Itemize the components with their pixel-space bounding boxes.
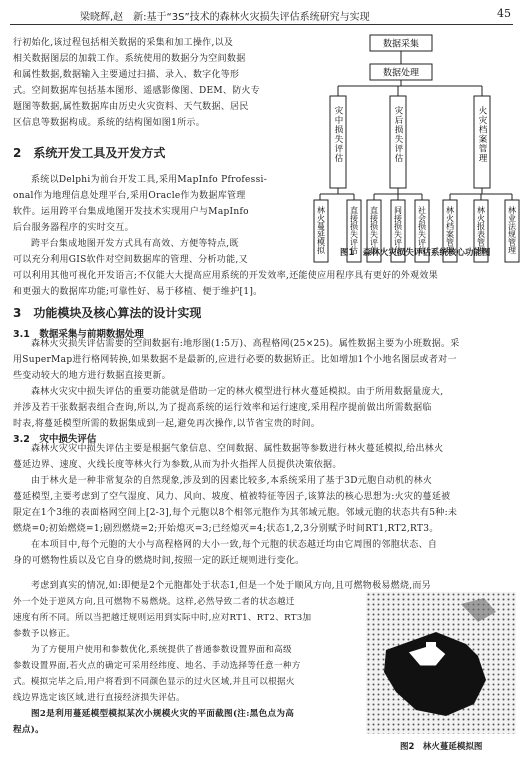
- text-line: 用SuperMap进行格网转换,如果数据不是最新的,应进行必要的数据矫正。比如增加1个小地名图层或者对一: [13, 355, 457, 365]
- text-line: 参数予以修正。: [13, 629, 76, 639]
- box-data-collection: 数据采集: [382, 39, 420, 50]
- page-number: 45: [497, 7, 511, 20]
- section-heading: 2 系统开发工具及开发方式: [13, 146, 166, 160]
- running-header: [10, 8, 513, 25]
- text-line: 和更强大的数据库功能;可靠性好、易于移植、便于维护[1]。: [13, 287, 263, 297]
- figure1-caption: 图1 森林火灾损失评估系统核心功能图: [340, 248, 491, 258]
- branch-post-fire: 灾后损失评估: [393, 106, 403, 163]
- text-line: 蔓延边界、速度、火线长度等林火行为参数,从而为扑火指挥人员提供决策依据。: [13, 460, 342, 470]
- figure2-simulation: [366, 592, 516, 734]
- text-line: 身的可燃物性质以及它自身的燃烧时间,按照一定的跃迁规则进行变化。: [13, 556, 305, 566]
- bottom-paragraph: [13, 594, 363, 738]
- text-line: 和属性数据,数据输入主要通过扫描、录入、数字化等形: [13, 70, 240, 80]
- text-line: 行初始化,该过程包括相关数据的采集和加工操作,以及: [13, 38, 234, 48]
- branch-archive: 火灾档案管理: [477, 106, 487, 163]
- s32-paragraph: [13, 441, 513, 569]
- leaf-2: 直接损失评估: [349, 206, 359, 254]
- text-line: 跨平台集成地图开发方式具有高效、方便等特点,既: [31, 239, 239, 249]
- figure2-caption: 图2 林火蔓延模拟图: [400, 742, 483, 752]
- text-line: 时表,将蔓延模型所需的数据集成到一起,避免再次操作,以节省宝贵的时间。: [13, 419, 321, 429]
- text-line: 后台服务器程序的实时交互。: [13, 223, 134, 233]
- text-line: 速度有所不同。所以当把越迁规则运用到实际中时,应对RT1、RT2、RT3加: [13, 613, 312, 623]
- branch-in-fire: 灾中损失评估: [333, 106, 343, 163]
- text-line: 区信息等数据构成。系统的结构图如图1所示。: [13, 118, 206, 128]
- text-line: 限定在1个3维的表面格网空间上[2-3],每个元胞以8个相邻元胞作为其邻域元胞。邻域元胞的状态共有5种:未: [13, 508, 458, 518]
- subsection-heading: 3.1 数据采集与前期数据处理: [13, 329, 144, 340]
- running-title: 梁晓辉,赵 新:基于“3S”技术的森林火灾损失评估系统研究与实现: [80, 12, 370, 23]
- text-line: 图2是利用蔓延模型模拟某次小规模火灾的平面截图(注:黑色点为高: [31, 709, 295, 719]
- text-line: 森林火灾损失评估需要的空间数据有:地形图(1:5万)、高程格网(25×25)。属性数据主要为小班数据。采: [31, 339, 460, 349]
- leaf-7: 林火报表管理: [476, 206, 486, 254]
- leaf-4: 间接损失评估: [393, 206, 403, 254]
- text-line: 式。模拟完毕之后,用户将看到不同颜色显示的过火区域,并且可以根据火: [13, 677, 295, 687]
- text-line: 系统以Delphi为前台开发工具,采用MapInfo Pfrofessi-: [31, 175, 268, 185]
- text-line: onal作为地理信息处理平台,采用Oracle作为数据库管理: [13, 191, 246, 201]
- text-line: 在本项目中,每个元胞的大小与高程格网的大小一致,每个元胞的状态越迁均由它周围的邻胞状态、自: [31, 540, 438, 550]
- text-line: 考虑到真实的情况,如:即便是2个元胞都处于状态1,但是一个处于顺风方向,且可燃物极易燃烧,而另: [31, 581, 432, 591]
- leaf-5: 社会损失评估: [417, 206, 427, 254]
- box-data-processing: 数据处理: [382, 68, 420, 79]
- figure1-diagram: [316, 30, 520, 260]
- text-line: 由于林火是一种非常复杂的自然现象,涉及到的因素比较多,本系统采用了基于3D元胞自动机的林火: [31, 476, 433, 486]
- leaf-1: 林火蔓延模拟: [316, 206, 326, 254]
- intro-paragraph: [13, 35, 328, 131]
- text-line: 森林火灾灾中损失评估主要是根据气象信息、空间数据、属性数据等参数进行林火蔓延模拟,给出林火: [31, 444, 444, 454]
- text-line: 森林火灾灾中损失评估的重要功能就是借助一定的林火模型进行林火蔓延模拟。由于所用数据量庞大,: [31, 387, 444, 397]
- text-line: 可以利用其他可视化开发语言;不仅能大大提高应用系统的开发效率,还能使应用程序具有更好的外观效果: [13, 271, 438, 281]
- text-line: 软件。运用跨平台集成地图开发技术实现用户与MapInfo: [13, 207, 249, 217]
- text-line: 并涉及若干张数据表组合查询,所以,为了提高系统的运行效率和运行速度,采用程序提前做出所需数据临: [13, 403, 432, 413]
- text-line: 题图等数据,属性数据库由历史火灾资料、天气数据、居民: [13, 102, 249, 112]
- text-line: 为了方便用户使用和参数优化,系统提供了普通参数设置界面和高级: [31, 645, 292, 655]
- section-heading: 3 功能模块及核心算法的设计实现: [13, 306, 202, 320]
- leaf-8: 林业法规管理: [507, 206, 517, 254]
- text-line: 线边界选定该区域,进行直接经济损失评估。: [13, 693, 186, 703]
- leaf-3: 直接损失评估: [369, 206, 379, 254]
- text-line: 燃烧=0;初始燃烧=1;剧烈燃烧=2;开始熄灭=3;已经熄灭=4;状态1,2,3分别赋予时间RT1,RT2,RT3。: [13, 524, 439, 534]
- text-line: 些变动较大的地方进行数据直接更新。: [13, 371, 172, 381]
- text-line: 可以充分利用GIS软件对空间数据库的管理、分析功能,又: [13, 255, 248, 265]
- text-line: 程点)。: [13, 725, 45, 735]
- text-line: 式。空间数据库包括基本图形、遥感影像图、DEM、防火专: [13, 86, 261, 96]
- text-line: 相关数据图层的加载工作。系统使用的数据分为空间数据: [13, 54, 246, 64]
- section2-paragraph: [13, 172, 328, 268]
- s31-paragraph: [13, 336, 513, 432]
- text-line: 参数设置界面,若火点的确定可采用经纬度、地名、手动选择等任意一种方: [13, 661, 301, 671]
- section2-fullwidth: [13, 268, 513, 300]
- text-line: 外一个处于逆风方向,且可燃物不易燃烧。这样,必然导致二者的状态越迁: [13, 597, 295, 607]
- subsection-heading: 3.2 灾中损失评估: [13, 434, 97, 445]
- leaf-6: 林火档案管理: [445, 206, 455, 254]
- text-line: 蔓延模型,主要考虑到了空气湿度、风力、风向、坡度、植被特征等因子,该算法的核心思想为:火灾的蔓延被: [13, 492, 451, 502]
